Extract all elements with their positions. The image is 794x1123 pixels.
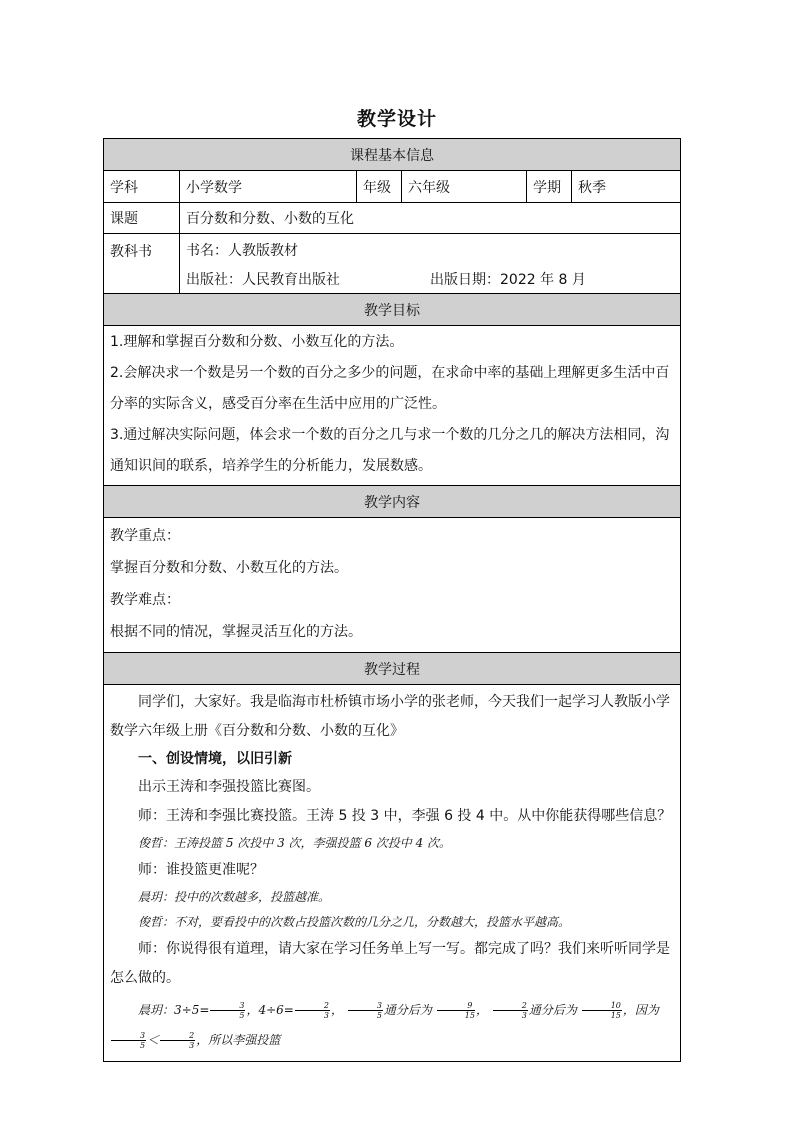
s4-because: ，因为 [622, 1003, 659, 1017]
teacher-line-3a: 师：你说得很有道理，请大家在学习任务单上写一写。都完成了吗？我们来听听同学是 [138, 941, 670, 957]
s4-less-than: ＜ [147, 1033, 160, 1047]
s4-sep2: ， [330, 1003, 343, 1017]
fraction-10-15: $\frac{10}{15}$ [582, 1001, 622, 1020]
term-value: 秋季 [572, 171, 681, 203]
topic-label: 课题 [104, 203, 180, 234]
publish-date: 出版日期：2022 年 8 月 [430, 272, 586, 289]
student-line-4 [110, 995, 674, 1055]
objective-2b: 分率的实际含义，感受百分率在生活中应用的广泛性。 [110, 396, 446, 412]
objective-3b: 通知识间的联系，培养学生的分析能力，发展数感。 [110, 458, 432, 474]
intro-line-a: 同学们，大家好。我是临海市杜桥镇市场小学的张老师，今天我们一起学习人教版小学 [138, 694, 670, 710]
s4-tong1: 通分后为 [383, 1003, 432, 1017]
publisher-cell [180, 266, 681, 294]
objective-3a: 3.通过解决实际问题，体会求一个数的百分之几与求一个数的几分之几的解决方法相同，沟 [110, 427, 670, 443]
objective-1: 1.理解和掌握百分数和分数、小数互化的方法。 [110, 334, 404, 350]
key-point-label: 教学重点： [110, 528, 180, 544]
objectives-body [104, 326, 681, 486]
student-line-1: 俊哲：王涛投篮 5 次投中 3 次，李强投篮 6 次投中 4 次。 [138, 836, 452, 850]
fraction-2-3-c: $\frac{2}{3}$ [160, 1031, 195, 1050]
objective-2a: 2.会解决求一个数是另一个数的百分之多少的问题，在求命中率的基础上理解更多生活中百 [110, 365, 670, 381]
key-point-text: 掌握百分数和分数、小数互化的方法。 [110, 560, 348, 576]
textbook-label: 教科书 [104, 234, 180, 294]
s4-prefix: 晨玥：3÷5= [138, 1003, 210, 1017]
student-line-3: 俊哲：不对，要看投中的次数占投篮次数的几分之几，分数越大，投篮水平越高。 [138, 915, 571, 929]
basic-info-header: 课程基本信息 [104, 139, 681, 171]
fraction-2-3-a: $\frac{2}{3}$ [295, 1001, 330, 1020]
teacher-line-1: 师：王涛和李强比赛投篮。王涛 5 投 3 中，李强 6 投 4 中。从中你能获得哪些信息？ [138, 808, 672, 824]
subject-label: 学科 [104, 171, 180, 203]
fraction-2-3-b: $\frac{2}{3}$ [493, 1001, 528, 1020]
fraction-3-5-c: $\frac{3}{5}$ [111, 1031, 146, 1050]
content-header: 教学内容 [104, 486, 681, 518]
s4-tong2: 通分后为 [528, 1003, 577, 1017]
student-line-2: 晨玥：投中的次数越多，投篮越准。 [138, 890, 331, 904]
topic-value: 百分数和分数、小数的互化 [180, 203, 681, 234]
teacher-line-3b: 怎么做的。 [110, 970, 180, 986]
difficulty-text: 根据不同的情况，掌握灵活互化的方法。 [110, 624, 362, 640]
book-name: 书名：人教版教材 [180, 234, 681, 266]
publisher: 出版社：人民教育出版社 [186, 272, 340, 289]
fraction-3-5-b: $\frac{3}{5}$ [348, 1001, 383, 1020]
process-body [104, 685, 681, 1062]
intro-line-b: 数学六年级上册《百分数和分数、小数的互化》 [110, 723, 404, 739]
grade-value: 六年级 [402, 171, 527, 203]
document-title: 教学设计 [356, 108, 437, 130]
difficulty-label: 教学难点： [110, 592, 180, 608]
teacher-line-2: 师：谁投篮更准呢？ [138, 862, 264, 878]
section-1-heading: 一、创设情境，以旧引新 [138, 751, 292, 767]
term-label: 学期 [527, 171, 572, 203]
content-body [104, 518, 681, 653]
fraction-3-5-a: $\frac{3}{5}$ [210, 1001, 245, 1020]
fraction-9-15: $\frac{9}{15}$ [437, 1001, 475, 1020]
subject-value: 小学数学 [180, 171, 357, 203]
show-chart-line: 出示王涛和李强投篮比赛图。 [138, 779, 320, 795]
objectives-header: 教学目标 [104, 294, 681, 326]
s4-sep3: ， [475, 1003, 488, 1017]
s4-sep1: ，4÷6= [246, 1003, 294, 1017]
process-header: 教学过程 [104, 653, 681, 685]
lesson-plan-table [103, 138, 681, 1062]
s4-end: ，所以李强投篮 [196, 1033, 281, 1047]
grade-label: 年级 [357, 171, 402, 203]
